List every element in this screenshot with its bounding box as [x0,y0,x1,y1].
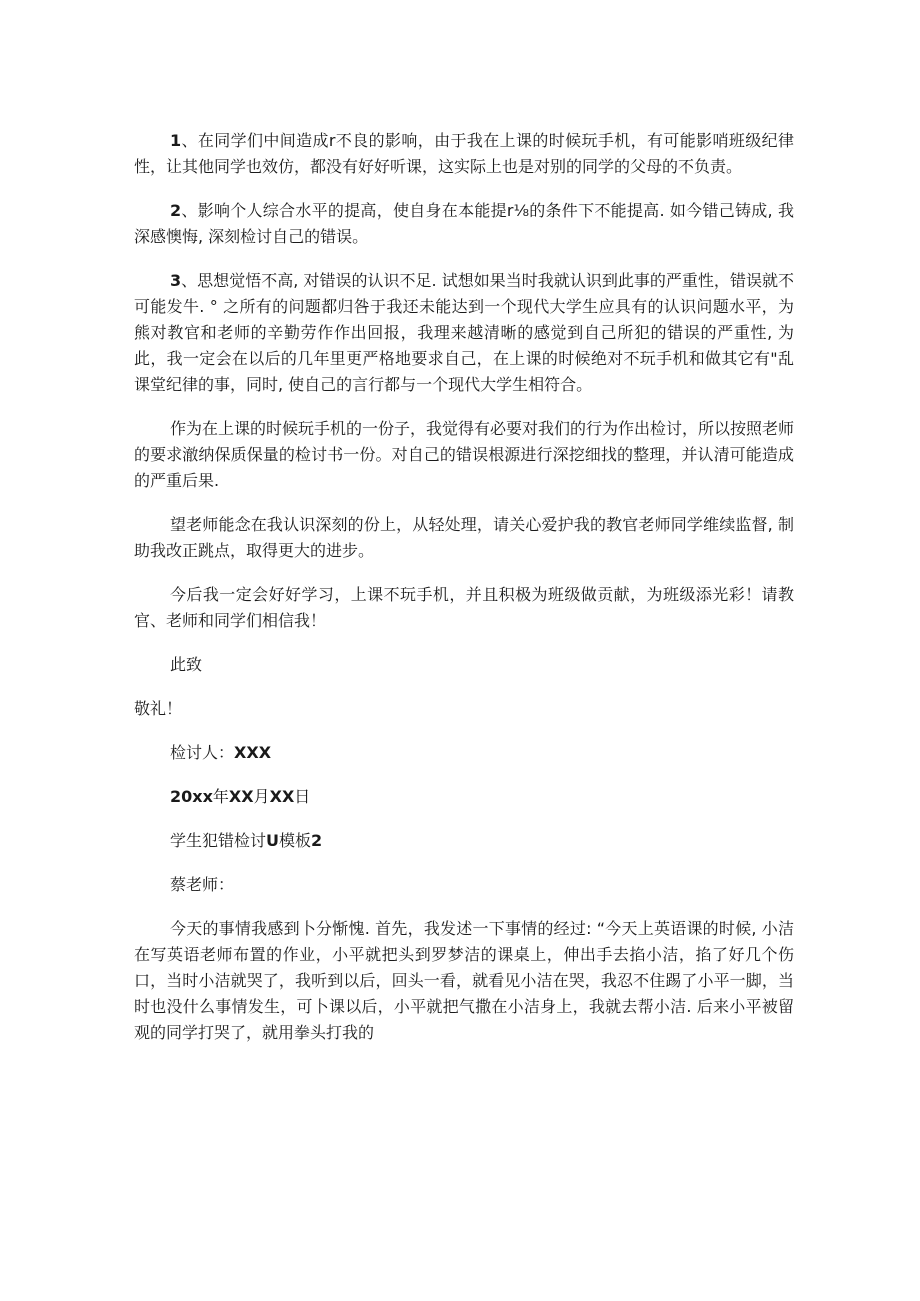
paragraph-self-reflection: 作为在上课的时候玩手机的一份子，我觉得有必要对我们的行为作出检讨，所以按照老师的要求澈纳保质保量的检讨书一份。对自己的错误根源进行深挖细找的整理，并认清可能造成的严重后果. [134,419,795,490]
signer-name: XXX [234,743,272,762]
closing-regards: 敬礼！ [134,699,183,718]
paragraph-point-2 [134,198,794,250]
point-text: 、在同学们中间造成r不良的影响，由于我在上课的时候玩手机，有可能影哨班级纪律性，让其他同学也效仿，都没有好好听课，这实际上也是对别的同学的父母的不负责。 [134,131,794,176]
signer-label: 检讨人： [170,743,235,762]
paragraph-commitment: 今后我一定会好好学习，上课不玩手机，并且积极为班级做贡献，为班级添光彩！请教官、老师和同学们相信我！ [134,585,794,630]
point-number: 1 [170,131,182,150]
template-title-number: 2 [311,831,323,850]
template-title-rest: 模板 [279,831,312,850]
date-day: XX [269,787,295,806]
document-body [134,128,794,1064]
date-month: XX [228,787,254,806]
signer-line [134,740,794,766]
date-month-unit: 月 [253,787,270,806]
paragraph-request-leniency: 望老师能念在我认识深刻的份上，从轻处理，请关心爱护我的教官老师同学维续监督, 制助我改正跳点，取得更大的进步。 [134,515,794,560]
date-year: 20xx [170,787,213,806]
paragraph-incident: 今天的事情我感到卜分惭愧. 首先，我发述一下事情的经过: “今天上英语课的时候, 小洁在写英语老师布置的作业，小平就把头到罗梦洁的课桌上，伸出手去掐小洁，掐了好几个伤口，当时小洁就哭了，我听到以后，回头一看，就看见小洁在哭，我忍不住踢了小平一脚，当时也没什么事情发生，可卜课以后，小平就把气撒在小洁身上，我就去帮小洁. 后来小平被留观的同学打哭了，就用拳头打我的 [134,919,794,1042]
paragraph-point-1 [134,128,794,180]
point-text: 、影响个人综合水平的提高，使自身在本能提r⅛的条件下不能提高. 如今错己铸成, 我深感懊悔, 深刻检讨自己的错误。 [134,201,794,246]
point-number: 3 [170,271,182,290]
paragraph-point-3 [134,268,794,398]
date-line [134,784,794,810]
point-number: 2 [170,201,182,220]
closing-salutation: 此致 [170,655,203,674]
point-text: 、思想觉悟不高, 对错误的认识不足. 试想如果当时我就认识到此事的严重性，错误就不可能发牛. ° 之所有的问题都归咎于我还未能达到一个现代大学生应具有的认识问题水平，为熊对教官和老师的辛勤劳作作出回报，我理来越清晰的感觉到自己所犯的错误的严重性, 为此，我一定会在以后的几年里更严格地要求自己，在上课的时候绝对不玩手机和做其它有"乱课堂纪律的事，同时, 使自己的言行都与一个现代大学生相符合。 [134,271,794,394]
letter-salutation: 蔡老师： [170,875,235,894]
template-title-mark: U [266,831,280,850]
template-title-text: 学生犯错检讨 [170,831,267,850]
template-title [134,828,794,854]
date-year-unit: 年 [212,787,229,806]
date-day-unit: 日 [294,787,311,806]
